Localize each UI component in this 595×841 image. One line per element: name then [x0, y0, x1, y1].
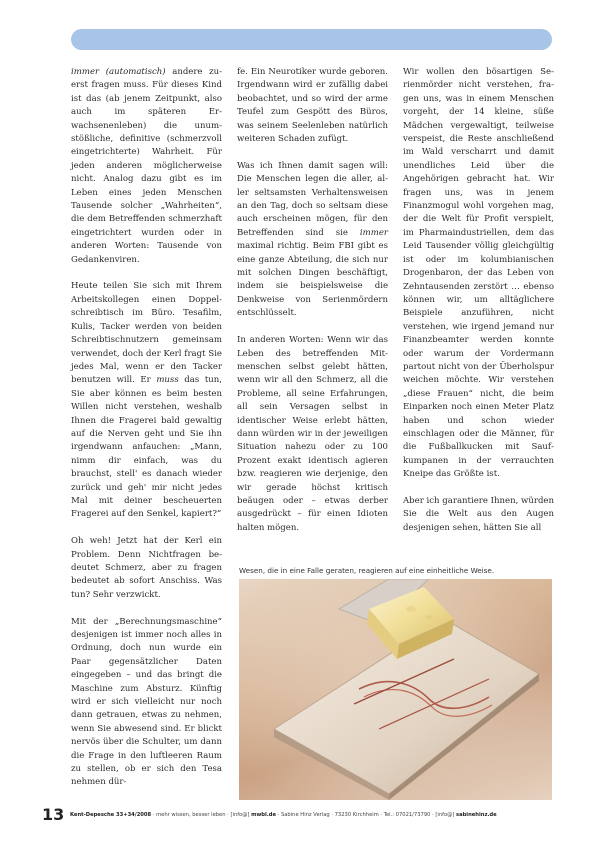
paragraph: Aber ich garantiere Ihnen, würden Sie die Welt aus den Augen desjenigen sehen, hätten Sie all	[403, 495, 554, 533]
paragraph-text: andere zuerst fragen muss. Für dieses Kind ist das (ab jenem Zeitpunkt, also auch im späteren Erwachsenenleben) die unumstößliche, definitive (schmerzvoll eingetrichterte) Wahrheit. Für jeden anderen möglicherweise nicht. Analog dazu gibt es im Leben eines jeden Menschen Tausende solcher „Wahrheiten“, die dem Betreffenden schmerzhaft eingetrichtert wurden oder in anderen Worten: Tausende von Gedankenviren.	[71, 67, 223, 265]
text-column-2	[237, 66, 388, 535]
page-number: 13	[42, 805, 65, 824]
figure-caption: Wesen, die in eine Falle geraten, reagieren auf eine einheitliche Weise.	[239, 566, 495, 575]
mousetrap-illustration	[239, 579, 552, 800]
paragraph-text: Heute teilen Sie sich mit Ihrem Arbeitskollegen einen Doppelschreibtisch im Büro. Tesafilm, Kulis, Tacker werden von beiden Schreibtischnutzern gemeinsam verwendet, doch der Kerl fragt Sie jedes Mal, wenn er den Tacker benutzen will. Er	[71, 281, 222, 386]
website-link[interactable]: sabinehinz.de	[455, 812, 497, 818]
text-column-3	[403, 66, 554, 535]
paragraph	[71, 280, 222, 521]
mousetrap-with-cheese-image	[239, 579, 552, 800]
emphasis: muss	[156, 375, 179, 386]
paragraph: Oh weh! Jetzt hat der Kerl ein Problem. Denn Nichtfragen bedeutet Schmerz, aber zu fragen bedeutet ab sofort Anschiss. Was tun? Sehr verzwickt.	[71, 536, 222, 600]
paragraph: Wir wollen den bösartigen Serienmörder nicht verstehen, fragen uns, was in einem Menschen vorgeht, der 14 kleine, süße Mädchen vergewaltigt, teilweise verspeist, die Reste anschließend im Wald verscharrt und damit unendliches Leid über die Angehörigen gebracht hat. Wir fragen uns, was in jenem Finanzmogul wohl vorgehen mag, der die Welt für Profit verspielt, im Pharmaindustriellen, dem das Leid Tausender völlig gleichgültig ist oder im kolumbianischen Drogenbaron, der das Leben von Zehntausenden zerstört … ebenso können wir, um alltäglichere Beispiele anzuführen, nicht verstehen, wie irgend jemand nur Finanzbeamter werden konnte oder warum der Vordermann partout nicht von der Überholspur weichen möchte. Wir verstehen „diese Frauen“ nicht, die beim Einparken noch einen Meter Platz haben und schon wieder einschlagen oder die Männer, für die Fußballkucken mit Saufkumpanen in der verrauchten Kneipe das Größte ist.	[403, 67, 554, 480]
website-link[interactable]: mwbl.de	[251, 812, 277, 818]
paragraph-text: Was ich Ihnen damit sagen will: Die Menschen legen die aller, aller seltsamsten Verhaltensweisen an den Tag, doch so seltsam diese auch erscheinen mögen, für den Betreffenden sind sie	[237, 160, 388, 238]
page-footer	[42, 805, 554, 825]
paragraph-text: das tun, Sie aber können es beim besten Willen nicht verstehen, weshalb Ihnen die Fragerei bald gewaltig auf die Nerven geht und Sie ihn irgendwann anfauchen: „Mann, nimm dir einfach, was du brauchst, stell' es danach wieder zurück und geh' mir nicht jedes Mal mit deiner bescheuerten Fragerei auf den Senkel, kapiert?“	[71, 375, 222, 520]
figure	[239, 566, 552, 801]
footer-tagline: · mehr wissen, besser leben · [info@]	[151, 812, 252, 818]
paragraph	[237, 160, 388, 321]
footer-publisher: · Sabine Hinz Verlag · 73230 Kirchheim · Tel.: 07021/73790 · [info@]	[276, 812, 456, 818]
footer-imprint	[70, 812, 554, 818]
paragraph: Mit der „Berechnungsmaschine“ desjenigen ist immer noch alles in Ordnung, doch nun wurde ein Paar gegensätzlicher Daten eingegeben – und das bringt die Maschine zum Absturz. Künftig wird er sich vielleicht nur noch dann getrauen, etwas zu nehmen, wenn Sie abwesend sind. Er blickt nervös über die Schulter, um dann die Frage in den luftleeren Raum zu stellen, ob er sich den Tesa nehmen dür-	[71, 616, 222, 788]
emphasis: immer	[359, 227, 388, 238]
header-bar	[71, 29, 552, 50]
text-column-1	[71, 66, 222, 790]
publication-name: Kent-Depesche 33+34/2008	[70, 812, 152, 818]
paragraph-text: maximal richtig. Beim FBI gibt es eine ganze Abteilung, die sich nur mit solchen Dingen beschäftigt, indem sie beispielsweise die Denkweise von Serienmördern entschlüsselt.	[237, 241, 388, 319]
paragraph	[71, 66, 222, 267]
emphasis: immer (automatisch)	[71, 67, 166, 77]
paragraph: fe. Ein Neurotiker wurde geboren. Irgendwann wird er zufällig dabei beobachtet, und so wird der arme Teufel zum Gespött des Büros, was seinem Seelenleben natürlich weiteren Schaden zufügt.	[237, 67, 388, 145]
paragraph: In anderen Worten: Wenn wir das Leben des betreffenden Mitmenschen selbst gelebt hätten, wenn wir all den Schmerz, all die Probleme, all seine Erfahrungen, all sein Versagen selbst in identischer Weise erlebt hätten, dann würden wir in der jeweiligen Situation nahezu oder zu 100 Prozent exakt identisch agieren bzw. reagieren wie derjenige, den wir gerade höchst kritisch beäugen oder – etwas derber ausgedrückt – für einen Idioten halten mögen.	[237, 335, 388, 533]
